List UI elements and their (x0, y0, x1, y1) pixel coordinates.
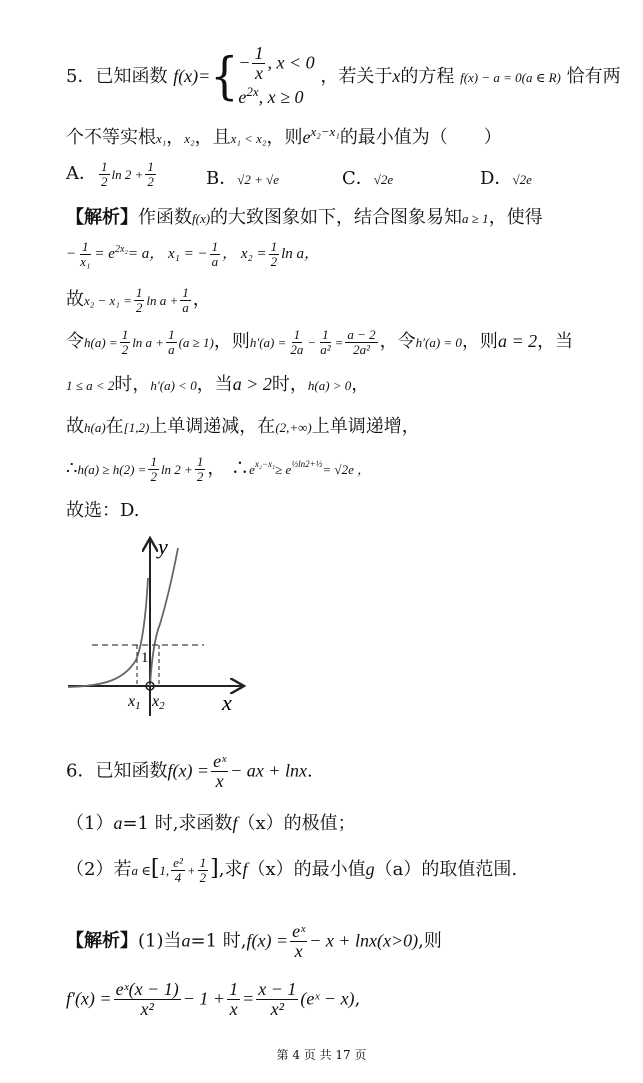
q6-line1: 6．已知函数f(x) = $\frac{\text{eˣ}}{x}$ − ax + lnx. (66, 751, 313, 791)
page-footer: 第 4 页 共 17 页 (276, 1048, 367, 1062)
q5-fx: f(x)= (173, 65, 211, 86)
one-label: 1 (141, 650, 149, 666)
q6-part2: （2）若a ∈[1, $\frac{\text{e²}}{4}$ + $\frac{1}{2}$ ],求f（x）的最小值g（a）的取值范围. (66, 855, 518, 885)
option-c: C．√2e (342, 168, 394, 189)
sol6-line1: 【解析】(1)当a=1 时,f(x) = $\frac{\text{eˣ}}{x}$ − x + lnx(x>0),则 (66, 921, 442, 961)
sol5-line5: 1 ≤ a < 2时，h′(a) < 0，当a > 2时，h(a) > 0， (66, 374, 370, 395)
sol5-line7: ∴h(a) ≥ h(2) = $\frac{1}{2}$ ln 2 + $\frac{1}{2}$ ， $\therefore e^{x_2-x_1}\ge e^{\frac{1}{2}ln2+\frac{1}{2}}= √2e$ ， (66, 454, 371, 484)
x1-label: x1 (128, 693, 141, 712)
q5-equation: f(x) − a = 0(a ∈ R) (460, 69, 561, 85)
x-axis-label: x (222, 690, 232, 715)
curve-left (68, 578, 148, 687)
sol5-line2: − $\frac{1}{\text{x₁}}$ = $e^{2x_2}= a$， x₁ = − $\frac{1}{a}$ ， x₂ = $\frac{1}{2}$ ln a， (66, 239, 320, 269)
sol5-answer: 故选：D. (66, 500, 140, 521)
sol6-line2: f′(x) = $\frac{\text{eˣ(x − 1)}}{\text{x²}}$ − 1 + $\frac{1}{x}$ = $\frac{x - 1}{\text{x²}}$ (eˣ − x), (66, 979, 361, 1019)
option-a: A． $\frac{1}{2}$ ln 2 + $\frac{1}{2}$ (66, 159, 154, 189)
option-d: D．√2e (480, 168, 532, 189)
y-axis-label: y (158, 534, 168, 559)
option-b: B．√2 + √e (206, 168, 280, 189)
sol5-line6: 故h(a)在[1,2)上单调递减，在(2,+∞)上单调递增， (66, 416, 420, 437)
function-graph (64, 534, 254, 720)
curve-right (150, 548, 178, 686)
q5-brace: { (210, 47, 239, 106)
q6-part1: （1）a=1 时,求函数f（x）的极值； (66, 813, 356, 834)
sol5-line1: 【解析】作函数f(x)的大致图象如下，结合图象易知a ≥ 1，使得 (66, 207, 543, 228)
sol5-line4: 令h(a) = $\frac{1}{2}$ ln a + $\frac{1}{a}$ (a ≥ 1)，则h′(a) = $\frac{1}{2a}$ − $\frac{1}{\text{a²}}$ = $\frac{a - 2}{\text{2a²}}$ ，令h′(a) = 0，则a = 2，当 (66, 327, 574, 357)
q5-line2: 个不等实根x₁，x₂，且x₁ < x₂，则$e^{x_2-x_1}$的最小值为（ ） (66, 124, 502, 148)
q5-number: 5．已知函数 (66, 65, 168, 87)
x2-label: x2 (152, 693, 165, 712)
q5-cases: − $\frac{1}{x}$ , x < 0 $e^{2x}$, x ≥ 0 (238, 43, 315, 107)
solution-heading: 【解析】 (66, 207, 138, 228)
sol5-line3: 故x₂ − x₁ = $\frac{1}{2}$ ln a + $\frac{1}{a}$ ， (66, 285, 211, 315)
q5-line1: 5．已知函数 f(x)={ − $\frac{1}{x}$ , x < 0 $e^{2x}$, x ≥ 0 ，若关于x的方程 f(x) − a = 0(a ∈ R) 恰有两 (66, 44, 621, 110)
